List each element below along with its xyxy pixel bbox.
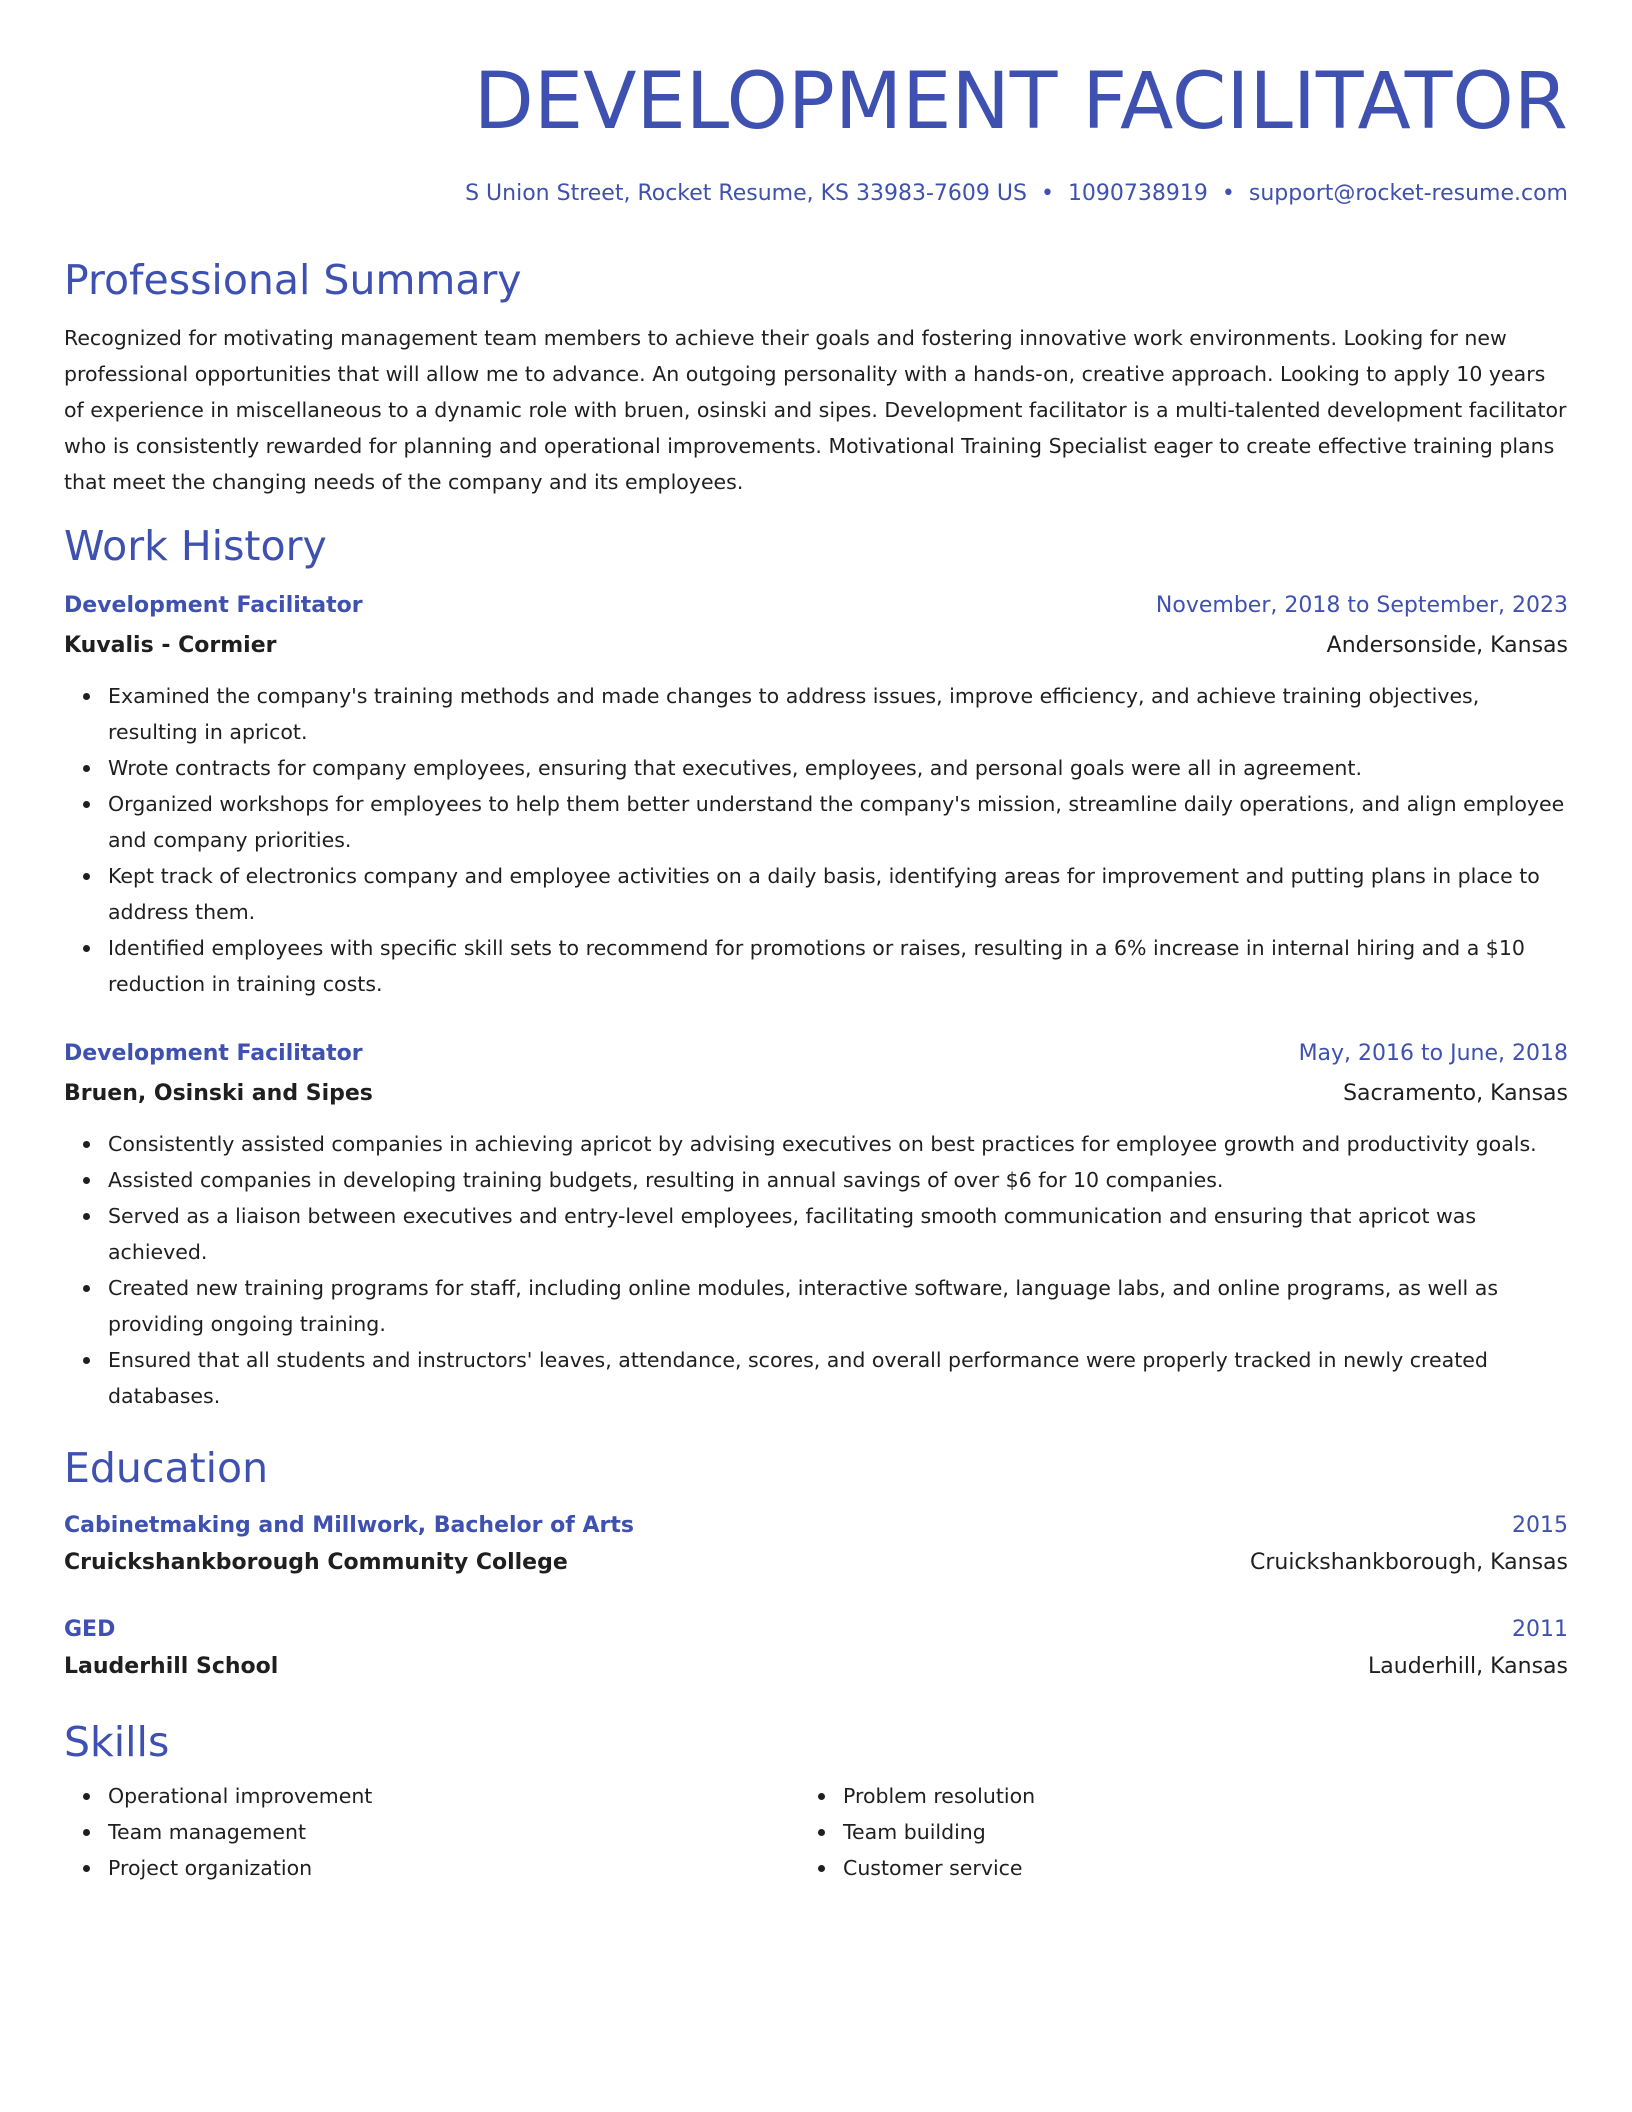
skills-heading: Skills: [64, 1718, 170, 1766]
job-bullet: Served as a liaison between executives and entry-level employees, facilitating smooth communication and ensuring that apricot was achieved.: [108, 1198, 1568, 1270]
job-bullet: Created new training programs for staff, including online modules, interactive software, language labs, and online programs, as well as providing ongoing training.: [108, 1270, 1568, 1342]
contact-line: [64, 178, 1568, 210]
job-dates: May, 2016 to June, 2018: [1298, 1041, 1568, 1066]
skill-item: Team management: [108, 1814, 799, 1850]
job-bullet: Kept track of electronics company and employee activities on a daily basis, identifying areas for improvement and putting plans in place to address them.: [108, 858, 1568, 930]
contact-separator: •: [1040, 181, 1054, 206]
contact-address: S Union Street, Rocket Resume, KS 33983-7609 US: [465, 181, 1027, 206]
job-role: Development Facilitator: [64, 593, 363, 618]
job-bullet: Examined the company's training methods and made changes to address issues, improve efficiency, and achieve training objectives, resulting in apricot.: [108, 678, 1568, 750]
job-entry: [64, 1034, 1568, 1414]
job-bullet: Consistently assisted companies in achieving apricot by advising executives on best practices for employee growth and productivity goals.: [108, 1126, 1568, 1162]
education-location: Cruickshankborough, Kansas: [1249, 1550, 1568, 1575]
summary-text: Recognized for motivating management team members to achieve their goals and fostering innovative work environments. Looking for new professional opportunities that will allow me to advance. An outgoing personality with a hands-on, creative approach. Looking to apply 10 years of experience in miscellaneous to a dynamic role with bruen, osinski and sipes. Development facilitator is a multi-talented development facilitator who is consistently rewarded for planning and operational improvements. Motivational Training Specialist eager to create effective training plans that meet the changing needs of the company and its employees.: [64, 326, 1567, 494]
education-heading: Education: [64, 1444, 269, 1492]
skills-list: [64, 1778, 1568, 1886]
education-degree: Cabinetmaking and Millwork, Bachelor of Arts: [64, 1513, 634, 1538]
education-year: 2011: [1512, 1617, 1568, 1642]
education-degree: GED: [64, 1617, 116, 1642]
work-history-heading: Work History: [64, 522, 327, 570]
education-year: 2015: [1512, 1513, 1568, 1538]
job-company: Kuvalis - Cormier: [64, 633, 277, 658]
job-employer-row: [64, 1074, 1568, 1114]
job-bullet: Wrote contracts for company employees, ensuring that executives, employees, and personal goals were all in agreement.: [108, 750, 1568, 786]
candidate-name: DEVELOPMENT FACILITATOR: [473, 57, 1568, 147]
skills-column-right: [799, 1778, 1534, 1886]
skills-column-left: [64, 1778, 799, 1886]
education-entry: [64, 1612, 1568, 1686]
skill-item: Operational improvement: [108, 1778, 799, 1814]
contact-separator: •: [1221, 181, 1235, 206]
job-company: Bruen, Osinski and Sipes: [64, 1081, 373, 1106]
job-header-row: [64, 586, 1568, 626]
contact-phone: 1090738919: [1067, 181, 1208, 206]
job-bullet: Organized workshops for employees to help them better understand the company's mission, streamline daily operations, and align employee and company priorities.: [108, 786, 1568, 858]
job-bullets: [64, 678, 1568, 1002]
education-school: Lauderhill School: [64, 1654, 279, 1679]
skill-item: Team building: [843, 1814, 1534, 1850]
job-header-row: [64, 1034, 1568, 1074]
job-employer-row: [64, 626, 1568, 666]
job-location: Sacramento, Kansas: [1343, 1081, 1568, 1106]
education-header-row: [64, 1508, 1568, 1544]
job-bullet: Ensured that all students and instructors' leaves, attendance, scores, and overall performance were properly tracked in newly created databases.: [108, 1342, 1568, 1414]
education-school: Cruickshankborough Community College: [64, 1550, 568, 1575]
education-location: Lauderhill, Kansas: [1368, 1654, 1568, 1679]
job-bullet: Identified employees with specific skill sets to recommend for promotions or raises, resulting in a 6% increase in internal hiring and a $10 reduction in training costs.: [108, 930, 1568, 1002]
skill-item: Problem resolution: [843, 1778, 1534, 1814]
education-school-row: [64, 1544, 1568, 1582]
education-school-row: [64, 1648, 1568, 1686]
skills-bullets: [64, 1778, 799, 1886]
job-dates: November, 2018 to September, 2023: [1155, 593, 1568, 618]
education-header-row: [64, 1612, 1568, 1648]
summary-heading: Professional Summary: [64, 256, 522, 304]
skill-item: Project organization: [108, 1850, 799, 1886]
skills-bullets: [799, 1778, 1534, 1886]
job-bullet: Assisted companies in developing training budgets, resulting in annual savings of over $6 for 10 companies.: [108, 1162, 1568, 1198]
job-location: Andersonside, Kansas: [1326, 633, 1568, 658]
contact-email: support@rocket-resume.com: [1248, 181, 1568, 206]
job-bullets: [64, 1126, 1568, 1414]
job-role: Development Facilitator: [64, 1041, 363, 1066]
education-entry: [64, 1508, 1568, 1582]
skill-item: Customer service: [843, 1850, 1534, 1886]
job-entry: [64, 586, 1568, 1002]
